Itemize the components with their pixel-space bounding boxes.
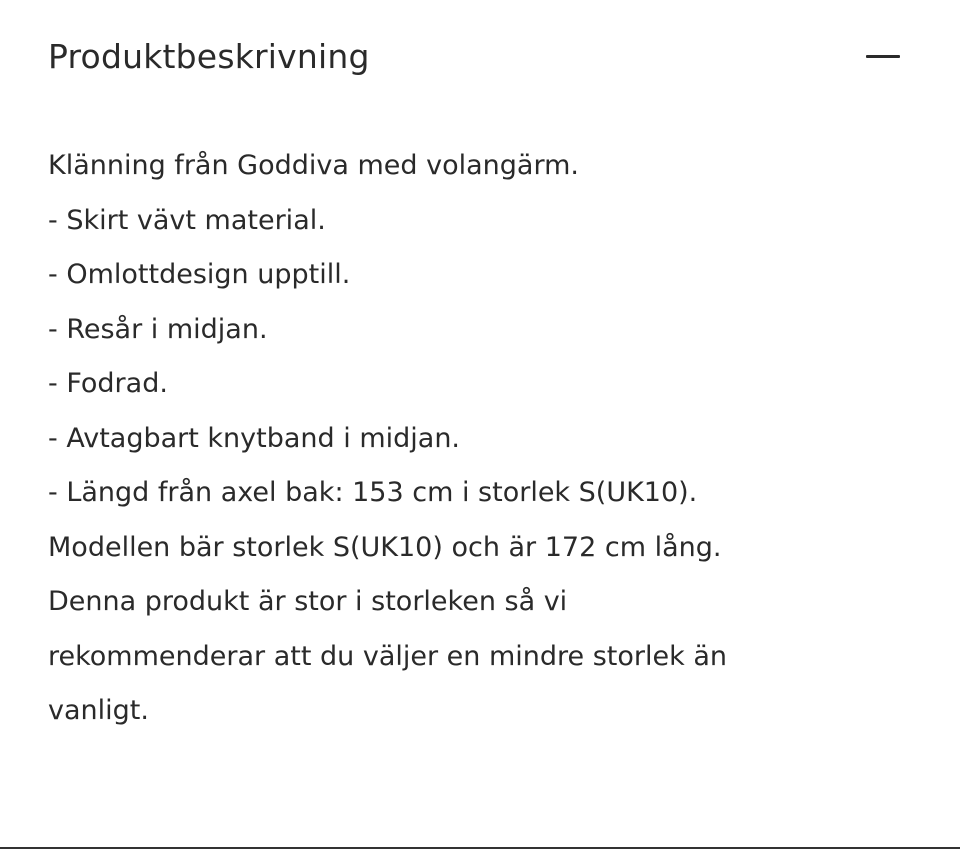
collapse-button[interactable]: [860, 36, 900, 76]
model-info: Modellen bär storlek S(UK10) och är 172 cm lång.: [48, 531, 722, 563]
size-advice-line: Denna produkt är stor i storleken så vi: [48, 586, 568, 617]
section-title: Produktbeskrivning: [48, 36, 370, 76]
bullet-item: - Längd från axel bak: 153 cm i storlek S(UK10).: [48, 477, 698, 508]
bullet-item: - Skirt vävt material.: [48, 204, 326, 236]
description-body: [48, 139, 928, 739]
bullet-item: - Omlottdesign upptill.: [48, 259, 351, 290]
bullet-item: - Resår i midjan.: [48, 313, 268, 345]
size-advice-line: rekommenderar att du väljer en mindre storlek än: [48, 640, 727, 672]
size-advice-line: vanligt.: [48, 695, 149, 726]
description-intro: Klänning från Goddiva med volangärm.: [48, 150, 579, 181]
bullet-item: - Avtagbart knytband i midjan.: [48, 422, 461, 454]
minus-icon: [866, 55, 900, 58]
accordion-header[interactable]: [48, 28, 900, 84]
bullet-item: - Fodrad.: [48, 368, 168, 399]
